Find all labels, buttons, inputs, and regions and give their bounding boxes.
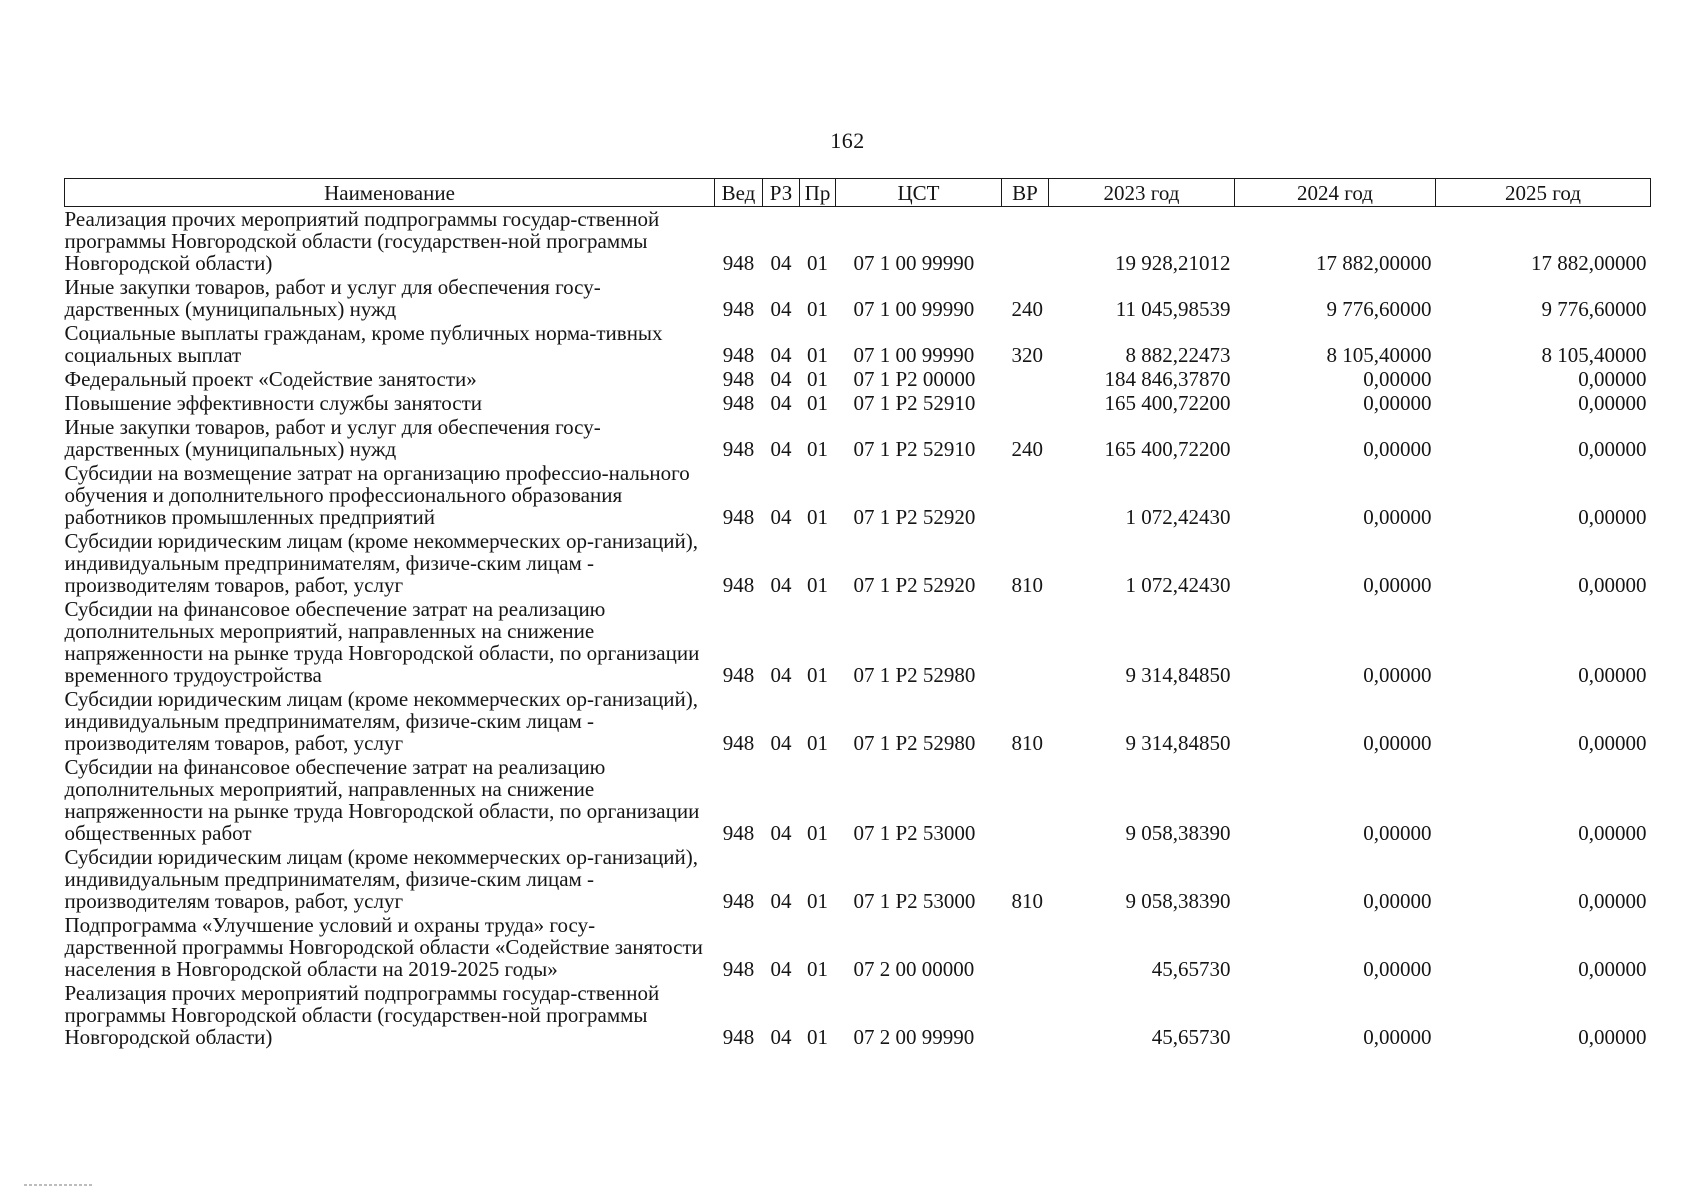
cell-cst: 07 2 00 00000	[853, 957, 975, 981]
table-row	[65, 913, 1651, 981]
cell-cst: 07 1 P2 52910	[853, 391, 976, 415]
cell-name: Субсидии на финансовое обеспечение затрат на реализацию дополнительных мероприятий, направленных на снижение напряженности на рынке труда Новгородской области, по организации общественных работ	[64, 755, 700, 845]
cell-2025: 8 105,40000	[1541, 343, 1647, 367]
cell-pr: 01	[807, 391, 828, 415]
cell-name: Федеральный проект «Содействие занятости»	[64, 367, 477, 391]
cell-ved: 948	[722, 505, 755, 529]
col-header-2023: 2023 год	[1049, 179, 1235, 207]
cell-2024: 0,00000	[1363, 367, 1432, 391]
cell-rz: 04	[770, 573, 792, 597]
cell-name: Субсидии юридическим лицам (кроме некоммерческих ор-ганизаций), индивидуальным предпринимателям, физиче-ским лицам - производителям товаров, работ, услуг	[64, 845, 698, 913]
cell-vr: 810	[1011, 731, 1043, 755]
cell-rz: 04	[770, 889, 792, 913]
cell-ved: 948	[722, 251, 755, 275]
budget-table	[64, 178, 1651, 1049]
cell-vr	[1002, 755, 1049, 845]
cell-2024: 0,00000	[1363, 731, 1432, 755]
cell-cst: 07 1 P2 52920	[853, 505, 976, 529]
table-row	[65, 415, 1651, 461]
cell-cst: 07 1 00 99990	[853, 297, 975, 321]
cell-2025: 0,00000	[1578, 437, 1647, 461]
cell-pr: 01	[807, 251, 828, 275]
cell-2024: 0,00000	[1363, 573, 1432, 597]
cell-vr: 810	[1011, 889, 1043, 913]
cell-pr: 01	[807, 821, 828, 845]
cell-rz: 04	[770, 663, 792, 687]
cell-cst: 07 1 00 99990	[853, 251, 975, 275]
cell-2025: 0,00000	[1578, 367, 1647, 391]
cell-cst: 07 1 P2 53000	[853, 889, 976, 913]
cell-2023: 19 928,21012	[1115, 251, 1231, 275]
cell-2024: 0,00000	[1363, 663, 1432, 687]
cell-2023: 8 882,22473	[1125, 343, 1231, 367]
table-row	[65, 687, 1651, 755]
cell-ved: 948	[722, 367, 755, 391]
cell-2025: 9 776,60000	[1541, 297, 1647, 321]
cell-name: Субсидии юридическим лицам (кроме некоммерческих ор-ганизаций), индивидуальным предпринимателям, физиче-ским лицам - производителям товаров, работ, услуг	[64, 687, 698, 755]
cell-cst: 07 1 00 99990	[853, 343, 975, 367]
cell-name: Субсидии на возмещение затрат на организацию профессио-нального обучения и дополнительного профессионального образования работников промышленных предприятий	[64, 461, 690, 529]
cell-ved: 948	[722, 437, 755, 461]
cell-pr: 01	[807, 343, 828, 367]
cell-2023: 45,65730	[1151, 1025, 1231, 1049]
cell-2023: 165 400,72200	[1104, 437, 1231, 461]
cell-name: Повышение эффективности службы занятости	[64, 391, 483, 415]
cell-vr	[1002, 981, 1049, 1049]
col-header-name: Наименование	[65, 179, 715, 207]
cell-ved: 948	[722, 343, 755, 367]
cell-vr	[1002, 597, 1049, 687]
col-header-vr: ВР	[1002, 179, 1049, 207]
cell-rz: 04	[770, 343, 792, 367]
cell-pr: 01	[807, 663, 828, 687]
cell-pr: 01	[807, 573, 828, 597]
col-header-ved: Вед	[715, 179, 763, 207]
cell-name: Реализация прочих мероприятий подпрограммы государ-ственной программы Новгородской области (государствен-ной программы Новгородской области)	[64, 981, 660, 1049]
cell-2024: 0,00000	[1363, 957, 1432, 981]
cell-vr	[1002, 913, 1049, 981]
cell-pr: 01	[807, 731, 828, 755]
cell-2023: 1 072,42430	[1125, 573, 1231, 597]
cell-2023: 9 058,38390	[1125, 821, 1231, 845]
table-row	[65, 981, 1651, 1049]
cell-2025: 0,00000	[1578, 957, 1647, 981]
table-row	[65, 207, 1651, 276]
cell-ved: 948	[722, 821, 755, 845]
cell-2025: 0,00000	[1578, 505, 1647, 529]
cell-2023: 45,65730	[1151, 957, 1231, 981]
cell-rz: 04	[770, 391, 792, 415]
cell-rz: 04	[770, 1025, 792, 1049]
cell-2024: 8 105,40000	[1326, 343, 1432, 367]
cell-vr: 240	[1011, 297, 1043, 321]
cell-cst: 07 1 P2 52980	[853, 731, 976, 755]
cell-2023: 9 314,84850	[1125, 663, 1231, 687]
cell-rz: 04	[770, 957, 792, 981]
table-row	[65, 597, 1651, 687]
cell-2025: 17 882,00000	[1531, 251, 1647, 275]
cell-cst: 07 1 P2 52910	[853, 437, 976, 461]
cell-ved: 948	[722, 731, 755, 755]
cell-2023: 184 846,37870	[1104, 367, 1231, 391]
cell-name: Социальные выплаты гражданам, кроме публичных норма-тивных социальных выплат	[64, 321, 663, 367]
table-row	[65, 321, 1651, 367]
cell-vr: 320	[1011, 343, 1043, 367]
cell-pr: 01	[807, 367, 828, 391]
cell-rz: 04	[770, 251, 792, 275]
scan-artifact	[24, 1184, 94, 1186]
cell-ved: 948	[722, 889, 755, 913]
cell-ved: 948	[722, 1025, 755, 1049]
table-header	[65, 179, 1651, 207]
cell-name: Субсидии на финансовое обеспечение затрат на реализацию дополнительных мероприятий, направленных на снижение напряженности на рынке труда Новгородской области, по организации временного трудоустройства	[64, 597, 700, 687]
table-row	[65, 391, 1651, 415]
cell-2024: 0,00000	[1363, 889, 1432, 913]
cell-cst: 07 1 P2 52980	[853, 663, 976, 687]
cell-2024: 0,00000	[1363, 391, 1432, 415]
cell-name: Реализация прочих мероприятий подпрограммы государ-ственной программы Новгородской области (государствен-ной программы Новгородской области)	[64, 207, 660, 275]
cell-pr: 01	[807, 437, 828, 461]
cell-cst: 07 1 P2 52920	[853, 573, 976, 597]
cell-vr: 810	[1011, 573, 1043, 597]
cell-2025: 0,00000	[1578, 391, 1647, 415]
cell-vr	[1002, 367, 1049, 391]
col-header-cst: ЦСТ	[836, 179, 1002, 207]
cell-2023: 11 045,98539	[1115, 297, 1231, 321]
table-row	[65, 461, 1651, 529]
cell-2024: 0,00000	[1363, 1025, 1432, 1049]
cell-name: Подпрограмма «Улучшение условий и охраны труда» госу-дарственной программы Новгородской области «Содействие занятости населения в Новгородской области на 2019-2025 годы»	[64, 913, 703, 981]
cell-rz: 04	[770, 731, 792, 755]
cell-2025: 0,00000	[1578, 731, 1647, 755]
cell-name: Субсидии юридическим лицам (кроме некоммерческих ор-ганизаций), индивидуальным предпринимателям, физиче-ским лицам - производителям товаров, работ, услуг	[64, 529, 698, 597]
cell-2024: 0,00000	[1363, 821, 1432, 845]
cell-rz: 04	[770, 437, 792, 461]
cell-vr	[1002, 207, 1049, 276]
cell-2025: 0,00000	[1578, 573, 1647, 597]
cell-rz: 04	[770, 297, 792, 321]
table-row	[65, 529, 1651, 597]
cell-name: Иные закупки товаров, работ и услуг для обеспечения госу-дарственных (муниципальных) нужд	[64, 275, 601, 321]
cell-pr: 01	[807, 889, 828, 913]
cell-pr: 01	[807, 957, 828, 981]
table-body	[65, 207, 1651, 1050]
cell-2024: 17 882,00000	[1316, 251, 1432, 275]
cell-name: Иные закупки товаров, работ и услуг для обеспечения госу-дарственных (муниципальных) нужд	[64, 415, 601, 461]
cell-2024: 9 776,60000	[1326, 297, 1432, 321]
cell-ved: 948	[722, 663, 755, 687]
table-row	[65, 367, 1651, 391]
col-header-2025: 2025 год	[1436, 179, 1651, 207]
cell-rz: 04	[770, 367, 792, 391]
cell-rz: 04	[770, 821, 792, 845]
page-number: 162	[830, 128, 865, 153]
cell-2024: 0,00000	[1363, 505, 1432, 529]
cell-cst: 07 1 P2 53000	[853, 821, 976, 845]
cell-2023: 165 400,72200	[1104, 391, 1231, 415]
cell-pr: 01	[807, 1025, 828, 1049]
table-row	[65, 755, 1651, 845]
cell-ved: 948	[722, 391, 755, 415]
cell-pr: 01	[807, 505, 828, 529]
cell-2023: 9 314,84850	[1125, 731, 1231, 755]
cell-vr	[1002, 391, 1049, 415]
col-header-2024: 2024 год	[1235, 179, 1436, 207]
cell-2023: 9 058,38390	[1125, 889, 1231, 913]
cell-vr	[1002, 461, 1049, 529]
table-row	[65, 845, 1651, 913]
cell-ved: 948	[722, 297, 755, 321]
cell-2025: 0,00000	[1578, 821, 1647, 845]
cell-vr: 240	[1011, 437, 1043, 461]
cell-2025: 0,00000	[1578, 889, 1647, 913]
cell-2024: 0,00000	[1363, 437, 1432, 461]
cell-cst: 07 1 P2 00000	[853, 367, 976, 391]
cell-2025: 0,00000	[1578, 663, 1647, 687]
cell-2023: 1 072,42430	[1125, 505, 1231, 529]
col-header-rz: РЗ	[763, 179, 800, 207]
col-header-pr: Пр	[800, 179, 836, 207]
cell-cst: 07 2 00 99990	[853, 1025, 975, 1049]
table-row	[65, 275, 1651, 321]
cell-ved: 948	[722, 573, 755, 597]
cell-rz: 04	[770, 505, 792, 529]
cell-pr: 01	[807, 297, 828, 321]
cell-2025: 0,00000	[1578, 1025, 1647, 1049]
cell-ved: 948	[722, 957, 755, 981]
